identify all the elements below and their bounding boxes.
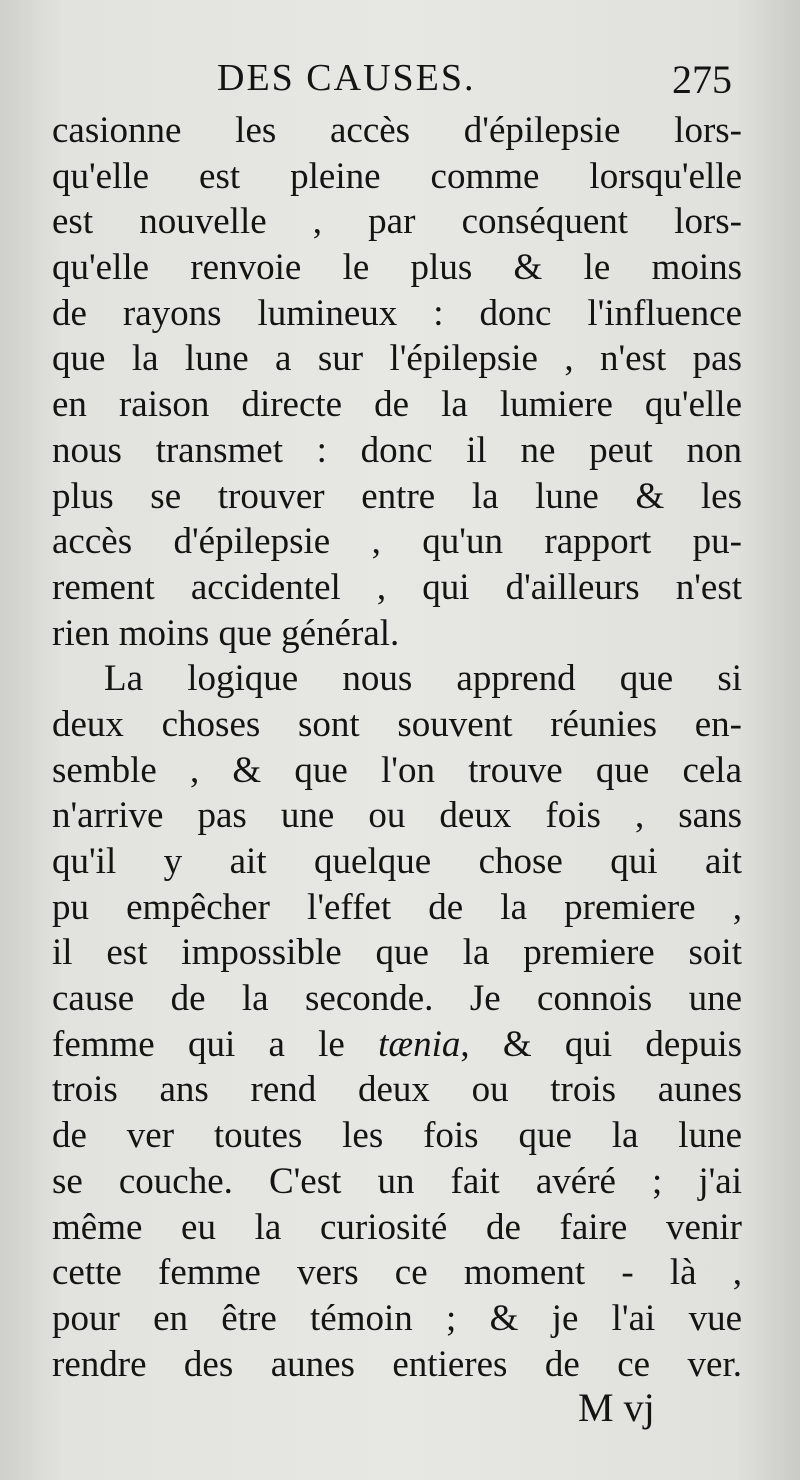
text-line: se couche. C'est un fait avéré ; j'ai [52,1160,742,1202]
text-line: de ver toutes les fois que la lune [52,1115,742,1157]
text-segment: femme qui a le [52,1023,379,1065]
text-line: pour en être témoin ; & je l'ai vue [52,1297,742,1339]
text-line: cause de la seconde. Je connois une [52,978,742,1020]
text-line-with-italic [52,1022,742,1068]
text-line: qu'il y ait quelque chose qui ait [52,841,742,882]
signature-mark: M vj [578,1385,655,1430]
text-line: même eu la curiosité de faire venir [52,1206,742,1248]
text-line: deux choses sont souvent réunies en- [52,703,742,745]
text-line: rement accidentel , qui d'ailleurs n'est [52,566,742,608]
text-line: qu'elle est pleine comme lorsqu'elle [52,155,742,197]
body-text [52,108,742,1387]
text-line: cette femme vers ce moment - là , [52,1252,742,1294]
text-line: casionne les accès d'épilepsie lors- [52,110,742,151]
italic-term: tænia [378,1023,461,1065]
text-line: que la lune a sur l'épilepsie , n'est pas [52,338,742,380]
running-head: DES CAUSES. [217,57,476,99]
text-line: en raison directe de la lumiere qu'elle [52,384,742,426]
text-line: rendre des aunes entieres de ce ver. [52,1343,742,1385]
paragraph-end-line: rien moins que général. [52,612,400,654]
text-line: nous transmet : donc il ne peut non [52,429,742,471]
text-line: trois ans rend deux ou trois aunes [52,1069,742,1111]
paragraph-start-line: La logique nous apprend que si [104,658,742,700]
text-line: est nouvelle , par conséquent lors- [52,201,742,243]
text-line: il est impossible que la premiere soit [52,932,742,974]
text-line: semble , & que l'on trouve que cela [52,749,742,791]
text-line: qu'elle renvoie le plus & le moins [52,247,742,289]
text-segment: , & qui depuis [460,1023,742,1065]
text-line: accès d'épilepsie , qu'un rapport pu- [52,521,742,563]
page-header [52,56,732,106]
text-line: plus se trouver entre la lune & les [52,475,742,517]
text-line: pu empêcher l'effet de la premiere , [52,886,742,928]
text-line: de rayons lumineux : donc l'influence [52,292,742,334]
page-number: 275 [672,57,732,102]
text-line: n'arrive pas une ou deux fois , sans [52,795,742,837]
